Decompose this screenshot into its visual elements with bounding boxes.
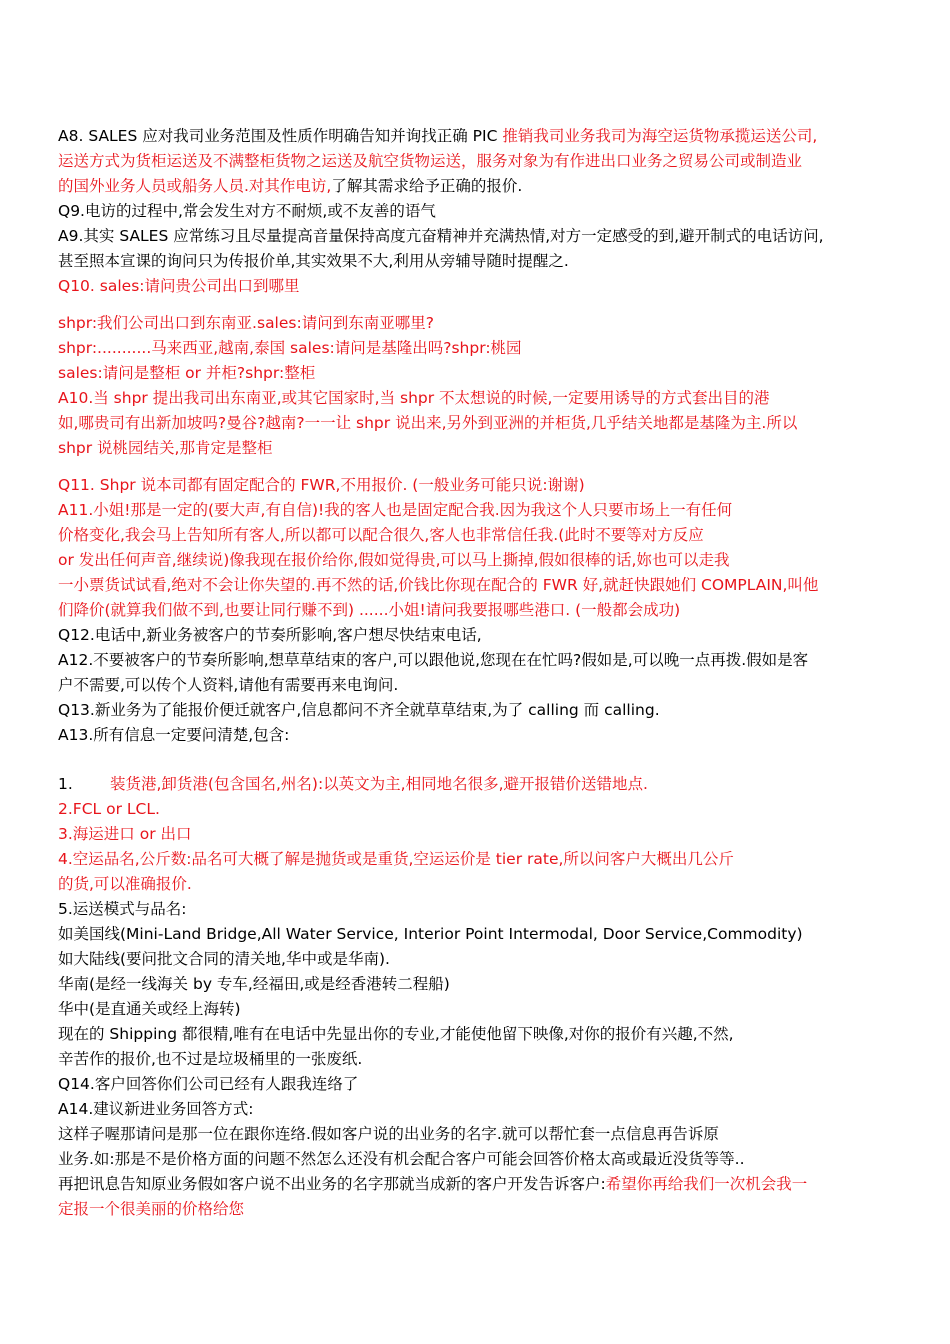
a13: A13.所有信息一定要问清楚,包含: xyxy=(58,726,290,744)
a14-last-line xyxy=(58,1172,888,1197)
a8-text-black: A8. SALES 应对我司业务范围及性质作明确告知并询找正确 PIC xyxy=(58,127,503,145)
a8-line-1 xyxy=(58,124,888,149)
a11-line: or 发出任何声音,继续说)像我现在报价给你,假如觉得贵,可以马上撕掉,假如很棒的话,妳也可以走我 xyxy=(58,551,730,569)
list-item-5-line: 5.运送模式与品名: xyxy=(58,900,187,918)
a8-line-2: 运送方式为货柜运送及不满整柜货物之运送及航空货物运送，服务对象为有作进出口业务之贸易公司或制造业 xyxy=(58,152,803,170)
document-page xyxy=(58,124,888,1222)
list-item-4-line-1: 4.空运品名,公斤数:品名可大概了解是抛货或是重货,空运运价是 tier rate,所以问客户大概出几公斤 xyxy=(58,850,734,868)
a11-line: 一小票货试试看,绝对不会让你失望的.再不然的话,价钱比你现在配合的 FWR 好,就赶快跟她们 COMPLAIN,叫他 xyxy=(58,576,819,594)
a11-line: A11.小姐!那是一定的(要大声,有自信)!我的客人也是固定配合我.因为我这个人只要市场上一有任何 xyxy=(58,501,733,519)
a10-line: 如,哪贵司有出新加坡吗?曼谷?越南?一一让 shpr 说出来,另外到亚洲的并柜货,几乎结关地都是基隆为主.所以 xyxy=(58,414,798,432)
a8-line-3 xyxy=(58,174,888,199)
a12-line-2: 户不需要,可以传个人资料,请他有需要再来电询问. xyxy=(58,676,399,694)
a12-line-1: A12.不要被客户的节奏所影响,想草草结束的客户,可以跟他说,您现在在忙吗?假如是,可以晚一点再拨.假如是客 xyxy=(58,651,809,669)
q10: Q10. sales:请问贵公司出口到哪里 xyxy=(58,277,300,295)
a8-line-3-black: 了解其需求给予正确的报价. xyxy=(331,177,523,195)
list-item-3: 3.海运进口 or 出口 xyxy=(58,825,192,843)
a11-line: 价格变化,我会马上告知所有客人,所以都可以配合很久,客人也非常信任我.(此时不要等对方反应 xyxy=(58,526,704,544)
list-item-5-line: 华中(是直通关或经上海转) xyxy=(58,1000,241,1018)
a14-line: A14.建议新进业务回答方式: xyxy=(58,1100,254,1118)
a10-line: A10.当 shpr 提出我司出东南亚,或其它国家时,当 shpr 不太想说的时候,一定要用诱导的方式套出目的港 xyxy=(58,389,770,407)
a14-final-line: 定报一个很美丽的价格给您 xyxy=(58,1200,245,1218)
list-item-5-line: 现在的 Shipping 都很精,唯有在电话中先显出你的专业,才能使他留下映像,对你的报价有兴趣,不然, xyxy=(58,1025,734,1043)
dialog-line: sales:请问是整柜 or 并柜?shpr:整柜 xyxy=(58,364,316,382)
dialog-line: shpr:...........马来西亚,越南,泰国 sales:请问是基隆出吗?shpr:桃园 xyxy=(58,339,522,357)
list-item-1 xyxy=(58,772,888,797)
a10-line: shpr 说桃园结关,那肯定是整柜 xyxy=(58,439,273,457)
list-item-5-line: 辛苦作的报价,也不过是垃圾桶里的一张废纸. xyxy=(58,1050,363,1068)
a8-line-3-red: 的国外业务人员或船务人员.对其作电访, xyxy=(58,177,332,195)
a9-line-2: 甚至照本宣课的询问只为传报价单,其实效果不大,利用从旁辅导随时提醒之. xyxy=(58,252,569,270)
a11-line: 们降价(就算我们做不到,也要让同行赚不到) ......小姐!请问我要报哪些港口. (一般都会成功) xyxy=(58,601,681,619)
dialog-line: shpr:我们公司出口到东南亚.sales:请问到东南亚哪里? xyxy=(58,314,434,332)
a9-line-1: A9.其实 SALES 应常练习且尽量提高音量保持高度亢奋精神并充满热情,对方一定感受的到,避开制式的电话访问, xyxy=(58,227,824,245)
a14-last-red: 希望你再给我们一次机会我一 xyxy=(605,1175,808,1193)
a14-last-black: 再把讯息告知原业务假如客户说不出业务的名字那就当成新的客户开发告诉客户: xyxy=(58,1175,606,1193)
q12: Q12.电话中,新业务被客户的节奏所影响,客户想尽快结束电话, xyxy=(58,626,482,644)
list-item-1-text: 装货港,卸货港(包含国名,州名):以英文为主,相同地名很多,避开报错价送错地点. xyxy=(110,775,648,793)
a8-text-red: 推销我司业务我司为海空运货物承揽运送公司, xyxy=(502,127,818,145)
a14-line: 这样子喔那请问是那一位在跟你连络.假如客户说的出业务的名字.就可以帮忙套一点信息再告诉原 xyxy=(58,1125,719,1143)
list-item-2: 2.FCL or LCL. xyxy=(58,800,160,818)
list-item-1-number: 1. xyxy=(58,775,73,793)
spacer xyxy=(58,461,888,473)
list-item-5-line: 如美国线(Mini-Land Bridge,All Water Service, Interior Point Intermodal, Door Service,Commodity) xyxy=(58,925,803,943)
spacer xyxy=(58,299,888,311)
q14: Q14.客户回答你们公司已经有人跟我连络了 xyxy=(58,1075,359,1093)
q13: Q13.新业务为了能报价便迁就客户,信息都问不齐全就草草结束,为了 calling 而 calling. xyxy=(58,701,660,719)
q11: Q11. Shpr 说本司都有固定配合的 FWR,不用报价. (一般业务可能只说:谢谢) xyxy=(58,476,585,494)
a14-line: 业务.如:那是不是价格方面的问题不然怎么还没有机会配合客户可能会回答价格太高或最近没货等等.. xyxy=(58,1150,745,1168)
q9: Q9.电访的过程中,常会发生对方不耐烦,或不友善的语气 xyxy=(58,202,436,220)
list-item-5-line: 华南(是经一线海关 by 专车,经福田,或是经香港转二程船) xyxy=(58,975,450,993)
spacer xyxy=(58,748,888,772)
list-item-5-line: 如大陆线(要问批文合同的清关地,华中或是华南). xyxy=(58,950,390,968)
list-item-4-line-2: 的货,可以准确报价. xyxy=(58,875,192,893)
